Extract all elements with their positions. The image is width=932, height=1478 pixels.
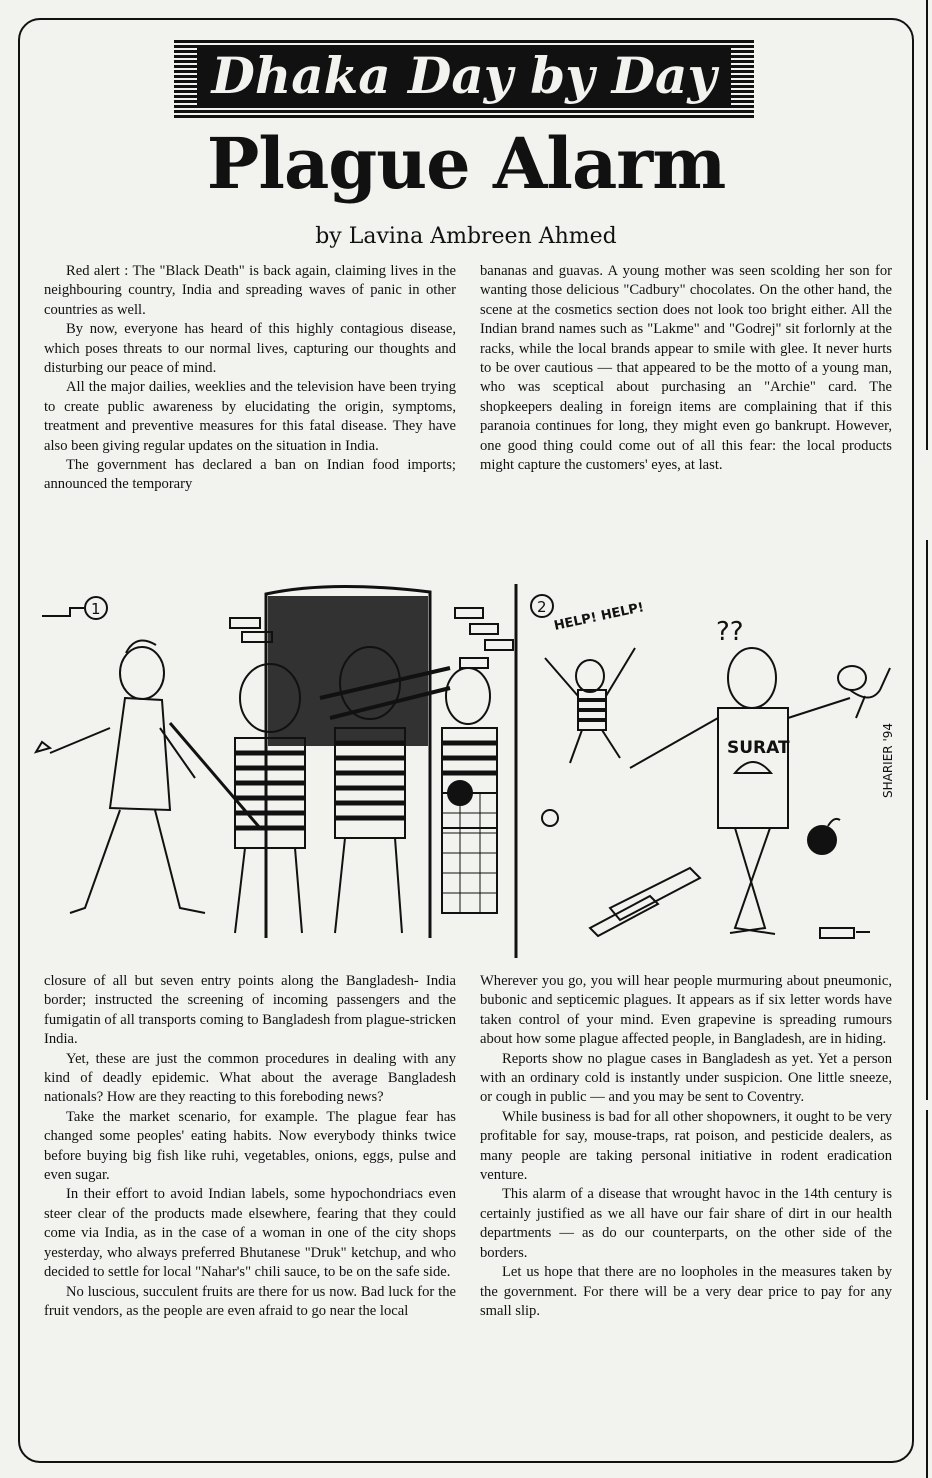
paragraph: All the major dailies, weeklies and the television have been trying to create public awareness by elucidating the origin, symptoms, treatment and preventive measures for this fatal disease. They have also been giving regular updates on the situation in India. — [44, 379, 456, 454]
question-marks: ?? — [716, 617, 744, 647]
adjacent-column-edge — [922, 0, 932, 1478]
paragraph: In their effort to avoid Indian labels, some hypochondriacs even steer clear of the products made elsewhere, fearing that they could come via India, as in the case of a woman in one of the city shops yesterday, who always preferred Bhutanese "Druk" ketchup, and who decided to settle for local "Nahar's" chili sauce, to be on the safe side. — [44, 1186, 456, 1281]
cartoon-signature: SHARIER '94 — [881, 722, 895, 798]
section-banner — [174, 40, 754, 118]
paragraph: Take the market scenario, for example. The plague fear has changed some peoples' eating habits. Now everybody thinks twice before buying big fish like ruhi, vegetables, onions, eggs, pulse and even sugar. — [44, 1108, 456, 1184]
paragraph: Wherever you go, you will hear people murmuring about pneumonic, bubonic and septicemic plagues. It appears as if six letter words have taken control of your mind. Even grapevine is spreading rumours about how some plague affected people, in Bangladesh, are in hiding. — [480, 973, 892, 1048]
byline: by Lavina Ambreen Ahmed — [315, 224, 617, 249]
paragraph: Yet, these are just the common procedures in dealing with any kind of deadly epidemic. What about the average Bangladesh nationals? How are they reacting to this foreboding news? — [44, 1050, 456, 1106]
panel-1-number: 1 — [91, 600, 101, 618]
paragraph: No luscious, succulent fruits are there for us now. Bad luck for the fruit vendors, as the people are even afraid to go near the local — [44, 1283, 456, 1319]
panel-1 — [36, 586, 513, 938]
headline: Plague Alarm — [206, 122, 726, 205]
paragraph: The government has declared a ban on Indian food imports; announced the temporary — [44, 457, 456, 493]
column-bottom-right — [480, 972, 892, 1321]
paragraph: Reports show no plague cases in Bangladesh as yet. Yet a person with an ordinary cold is instantly under suspicion. One little sneeze, or cough in public — and you may be sent to Coventry. — [480, 1050, 892, 1106]
column-bottom-left — [44, 972, 456, 1321]
paragraph: While business is bad for all other shopowners, it ought to be very profitable for say, mouse-traps, rat poison, and pesticide dealers, as many people are taking personal initiative in rodent eradication venture. — [480, 1108, 892, 1184]
paragraph: bananas and guavas. A young mother was seen scolding her son for wanting those delicious "Cadbury" chocolates. On the other hand, the scene at the cosmetics section does not look too bright either. All the Indian brand names such as "Lakme" and "Godrej" sit forlornly at the racks, while the local brands appear to smile with glee. It never hurts to be over cautious — that appeared to be the motto of a young man, who was sceptical about purchasing an "Archie" card. The shopkeepers dealing in foreign items are complaining that if this paranoia continues for long, they might even go bankrupt. However, one good thing could come out of all this fear: the local products might capture the customers' eyes, at last. — [480, 263, 892, 474]
panel-2-number: 2 — [537, 598, 547, 616]
paragraph: Let us hope that there are no loopholes in the measures taken by the government. For there will be a very dear price to pay for any small slip. — [480, 1264, 892, 1319]
paragraph: This alarm of a disease that wrought havoc in the 14th century is certainly justified as we all have our fair share of dirt in our health departments — as do our counterparts, on the other side of the borders. — [480, 1186, 892, 1261]
paragraph: By now, everyone has heard of this highly contagious disease, which poses threats to our normal lives, capturing our thoughts and disturbing our peace of mind. — [44, 321, 456, 377]
column-top-right — [480, 262, 892, 475]
cartoon-illustration — [30, 578, 906, 970]
help-shout: HELP! HELP! — [552, 600, 646, 634]
paragraph: Red alert : The "Black Death" is back again, claiming lives in the neighbouring country, India and spreading waves of panic in other countries as well. — [44, 263, 456, 318]
shirt-text: SURAT — [727, 738, 790, 758]
panel-2 — [531, 595, 895, 938]
paragraph: closure of all but seven entry points along the Bangladesh- India border; instructed the screening of incoming passengers and the fumigatin of all transports coming to Bangladesh from plague-stricken India. — [44, 973, 456, 1048]
column-top-left — [44, 262, 456, 495]
section-banner-text: Dhaka Day by Day — [197, 46, 730, 105]
